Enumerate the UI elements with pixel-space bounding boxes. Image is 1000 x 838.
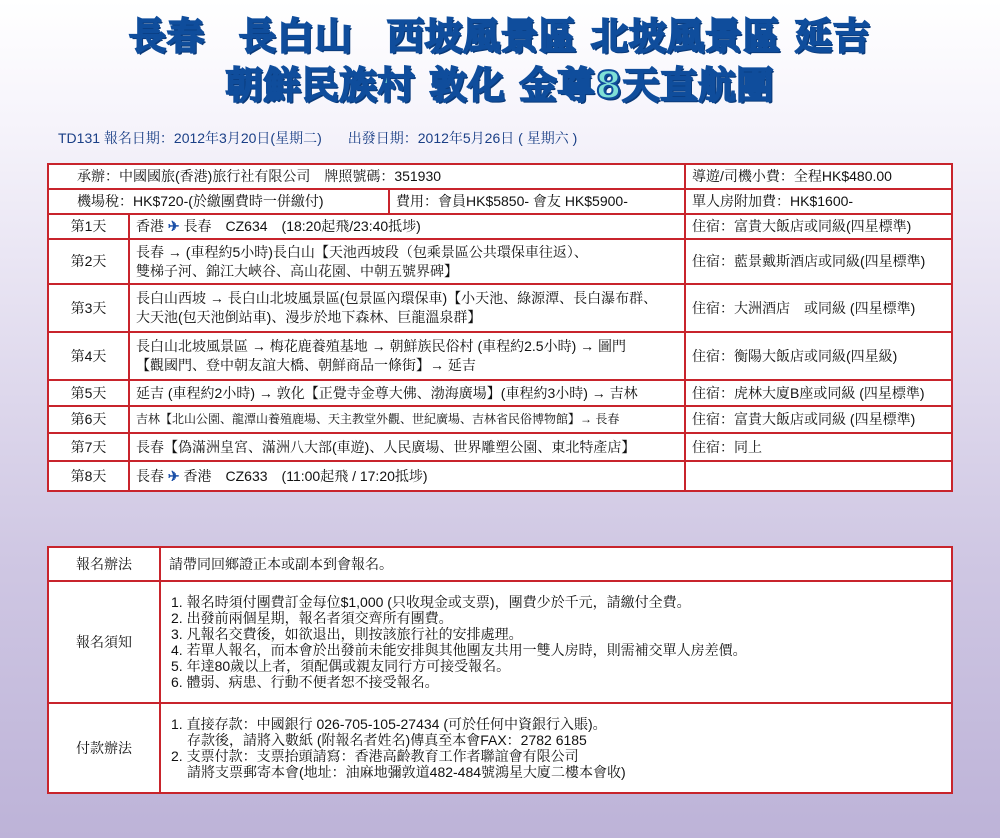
payment-row (48, 703, 952, 793)
airport-tax-cell: 機場稅：HK$720-(於繳團費時一併繳付) (49, 190, 390, 213)
day-label: 第1天 (48, 214, 129, 239)
method-text: 請帶同回鄉證正本或副本到會報名。 (160, 547, 952, 581)
day-route: 延吉 (車程約2小時) → 敦化【正覺寺金尊大佛、渤海廣場】(車程約3小時) → 吉林 (129, 380, 685, 406)
day-label: 第5天 (48, 380, 129, 406)
title-changbaishan: 長白山 (239, 15, 353, 58)
day-route: 香港 ✈ 長春 CZ634 (18:20起飛/23:40抵埗) (129, 214, 685, 239)
info-row-fees (48, 189, 952, 214)
day-route: 長白山西坡 → 長白山北坡風景區(包景區內環保車)【小天池、綠源潭、長白瀑布群、 大天池(包天池倒站車)、漫步於地下森林、巨龍溫泉群】 (129, 284, 685, 332)
day-row (48, 239, 952, 284)
info-row-organizer (48, 164, 952, 189)
day-row (48, 284, 952, 332)
day-hotel: 住宿：虎林大廈B座或同級 (四星標準) (685, 380, 952, 406)
title-north-slope: 北坡風景區 (591, 15, 781, 58)
notice-item: 3. 凡報名交費後，如欲退出，則按該旅行社的安排處理。 (171, 626, 523, 642)
notice-item: 5. 年達80歲以上者，須配偶或親友同行方可接受報名。 (171, 658, 511, 674)
method-label: 報名辦法 (48, 547, 160, 581)
title-line-1 (0, 6, 1000, 60)
title-yanji: 延吉 (795, 15, 871, 58)
payment-item: 2. 支票付款：支票抬頭請寫：香港高齡教育工作者聯誼會有限公司 (171, 748, 579, 764)
registration-table (47, 546, 953, 794)
day-row (48, 214, 952, 239)
day-route: 吉林【北山公園、龍潭山養殖鹿場、天主教堂外觀、世紀廣場、吉林省民俗博物館】→ 長春 (129, 406, 685, 433)
registration-notice-row (48, 581, 952, 703)
day-label: 第8天 (48, 461, 129, 491)
day-route: 長春【偽滿洲皇宮、滿洲八大部(車遊)、人民廣場、世界雕塑公園、東北特產店】 (129, 433, 685, 461)
tip-cell: 導遊/司機小費：全程HK$480.00 (685, 164, 952, 189)
title-changchun: 長春 (129, 15, 205, 58)
day-label: 第2天 (48, 239, 129, 284)
day-hotel: 住宿：富貴大飯店或同級(四星標準) (685, 214, 952, 239)
title-line-2 (0, 55, 1000, 109)
day-label: 第3天 (48, 284, 129, 332)
day-row (48, 332, 952, 380)
registration-method-row (48, 547, 952, 581)
day-label: 第6天 (48, 406, 129, 433)
payment-label: 付款辦法 (48, 703, 160, 793)
notice-item: 4. 若單人報名，而本會於出發前未能安排與其他團友共用一雙人房時，則需補交單人房差價。 (171, 642, 747, 658)
day-route: 長春 → (車程約5小時)長白山【天池西坡段（包乘景區公共環保車往返）、 雙梯子河、錦江大峽谷、高山花園、中朝五號界碑】 (129, 239, 685, 284)
day-hotel: 住宿：大洲酒店 或同級 (四星標準) (685, 284, 952, 332)
notice-item: 1. 報名時須付團費訂金每位$1,000 (只收現金或支票)，團費少於千元，請繳付全費。 (171, 594, 691, 610)
day-hotel (685, 461, 952, 491)
day-label: 第4天 (48, 332, 129, 380)
notice-label: 報名須知 (48, 581, 160, 703)
day-row (48, 461, 952, 491)
payment-list (160, 703, 952, 793)
title-korean-village: 朝鮮民族村 (225, 64, 416, 107)
airplane-icon: ✈ (167, 218, 180, 234)
payment-item: 1. 直接存款：中國銀行 026-705-105-27434 (可於任何中資銀行入賬)。 (171, 716, 607, 732)
title-dunhua: 敦化 (429, 64, 506, 107)
notice-item: 2. 出發前兩個星期，報名者須交齊所有團費。 (171, 610, 453, 626)
day-route: 長白山北坡風景區 → 梅花鹿養殖基地 → 朝鮮族民俗村 (車程約2.5小時) → 圖門 【觀國門、登中朝友誼大橋、朝鮮商品一條街】→ 延吉 (129, 332, 685, 380)
day-row (48, 380, 952, 406)
title-tour-name: 金尊8天直航團 (519, 64, 775, 107)
day-hotel: 住宿：衡陽大飯店或同級(四星級) (685, 332, 952, 380)
organizer-cell: 承辦：中國國旅(香港)旅行社有限公司 牌照號碼：351930 (48, 164, 685, 189)
fee-cell: 費用：會員HK$5850- 會友 HK$5900- (396, 193, 628, 209)
itinerary-table (47, 163, 953, 492)
day-hotel: 住宿：富貴大飯店或同級 (四星標準) (685, 406, 952, 433)
notice-list (160, 581, 952, 703)
day-row (48, 406, 952, 433)
day-label: 第7天 (48, 433, 129, 461)
title-west-slope: 西坡風景區 (387, 15, 577, 58)
payment-item: 請將支票郵寄本會(地址：油麻地彌敦道482-484號鴻星大廈二樓本會收) (187, 764, 626, 780)
notice-item: 6. 體弱、病患、行動不便者恕不接受報名。 (171, 674, 439, 690)
airplane-icon: ✈ (167, 467, 180, 484)
day-hotel: 住宿：同上 (685, 433, 952, 461)
day-hotel: 住宿：藍景戴斯酒店或同級(四星標準) (685, 239, 952, 284)
dates-line (58, 128, 603, 148)
day-route: 長春 ✈ 香港 CZ633 (11:00起飛 / 17:20抵埗) (129, 461, 685, 491)
payment-item: 存款後，請將入數紙 (附報名者姓名)傳真至本會FAX：2782 6185 (187, 732, 587, 748)
day-row (48, 433, 952, 461)
registration-date: TD131 報名日期：2012年3月20日(星期二) (58, 130, 322, 146)
departure-date: 出發日期：2012年5月26日 ( 星期六 ) (347, 130, 578, 146)
single-room-cell: 單人房附加費：HK$1600- (685, 189, 952, 214)
